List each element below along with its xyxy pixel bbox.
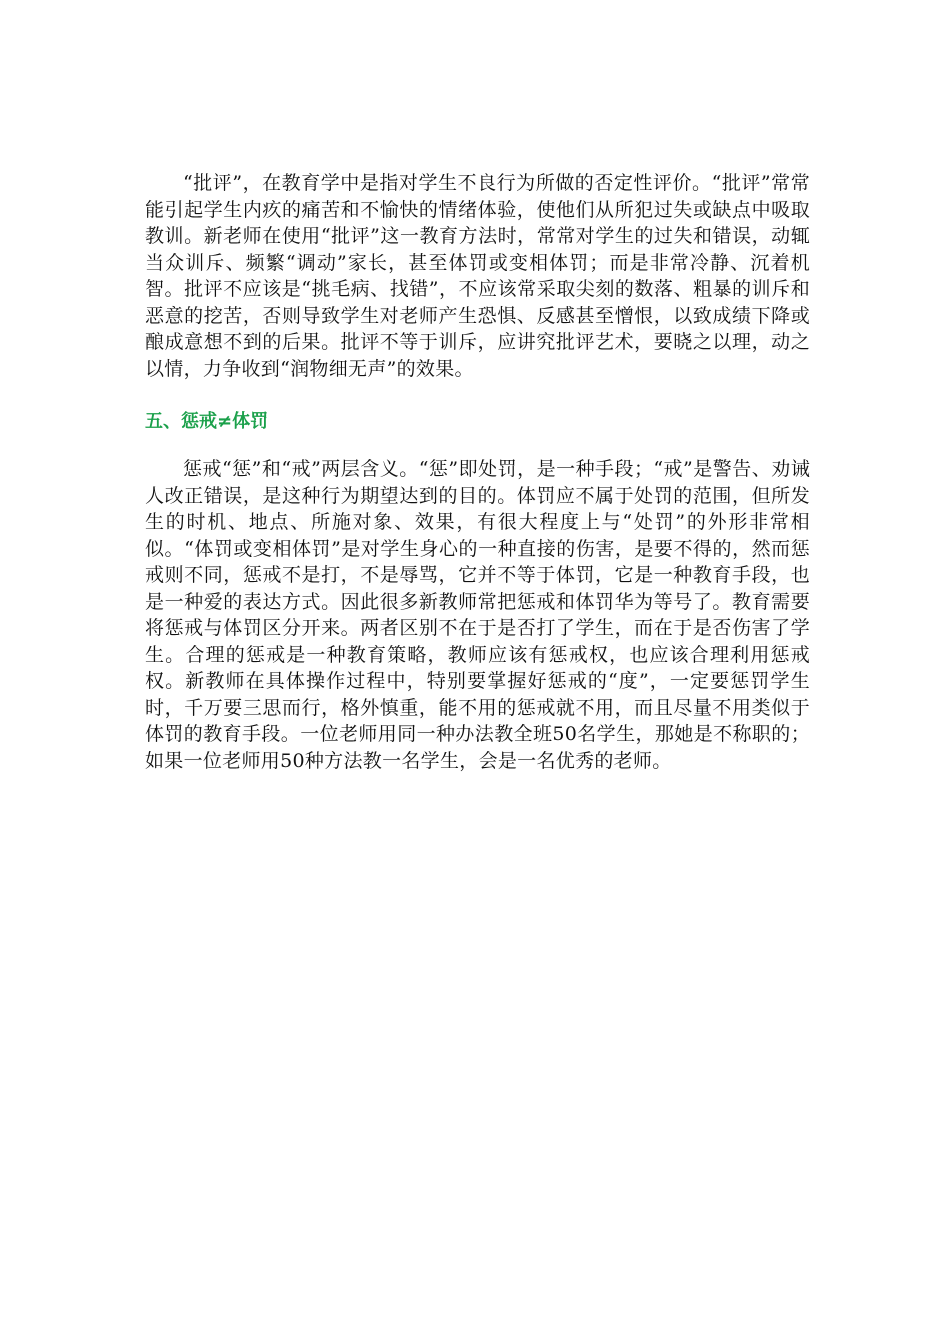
document-body xyxy=(145,170,810,774)
paragraph-criticism: “批评”，在教育学中是指对学生不良行为所做的否定性评价。“批评”常常能引起学生内疚的痛苦和不愉快的情绪体验，使他们从所犯过失或缺点中吸取教训。新老师在使用“批评”这一教育方法时，常常对学生的过失和错误，动辄当众训斥、频繁“调动”家长，甚至体罚或变相体罚；而是非常冷静、沉着机智。批评不应该是“挑毛病、找错”，不应该常采取尖刻的数落、粗暴的训斥和恶意的挖苦，否则导致学生对老师产生恐惧、反感甚至憎恨，以致成绩下降或酿成意想不到的后果。批评不等于训斥，应讲究批评艺术，要晓之以理，动之以情，力争收到“润物细无声”的效果。 xyxy=(145,172,810,380)
section-heading-punishment: 五、惩戒≠体罚 xyxy=(145,411,269,432)
paragraph-punishment: 惩戒“惩”和“戒”两层含义。“惩”即处罚，是一种手段；“戒”是警告、劝诫人改正错误，是这种行为期望达到的目的。体罚应不属于处罚的范围，但所发生的时机、地点、所施对象、效果，有很大程度上与“处罚”的外形非常相似。“体罚或变相体罚”是对学生身心的一种直接的伤害，是要不得的，然而惩戒则不同，惩戒不是打，不是辱骂，它并不等于体罚，它是一种教育手段，也是一种爱的表达方式。因此很多新教师常把惩戒和体罚华为等号了。教育需要将惩戒与体罚区分开来。两者区别不在于是否打了学生，而在于是否伤害了学生。合理的惩戒是一种教育策略，教师应该有惩戒权，也应该合理利用惩戒权。新教师在具体操作过程中，特别要掌握好惩戒的“度”，一定要惩罚学生时，千万要三思而行，格外慎重，能不用的惩戒就不用，而且尽量不用类似于体罚的教育手段。一位老师用同一种办法教全班50名学生，那她是不称职的；如果一位老师用50种方法教一名学生，会是一名优秀的老师。 xyxy=(145,458,810,772)
